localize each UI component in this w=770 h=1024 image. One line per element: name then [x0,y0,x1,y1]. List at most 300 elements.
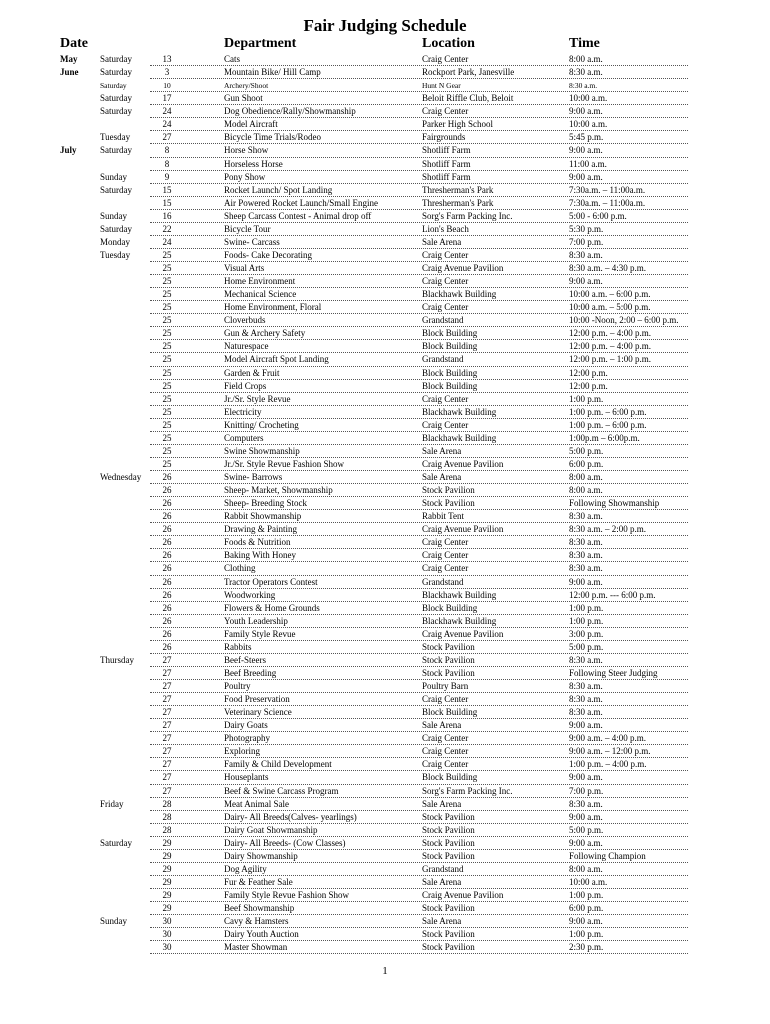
table-row [0,79,770,92]
location-cell: Shotliff Farm [422,158,471,169]
time-cell: 7:30a.m. – 11:00a.m. [569,197,646,208]
month-label: May [60,54,78,64]
day-number-cell: 25 [162,276,172,287]
location-cell: Sale Arena [422,445,462,456]
time-cell: 7:00 p.m. [569,785,604,796]
table-row [0,353,770,366]
department-cell: Dairy- All Breeds- (Cow Classes) [224,837,346,848]
location-cell: Craig Avenue Pavilion [422,524,504,535]
location-cell: Craig Center [422,733,469,744]
location-cell: Blackhawk Building [422,406,497,417]
time-cell: 8:30 a.m. – 4:30 p.m. [569,263,646,273]
location-cell: Block Building [422,602,478,613]
department-cell: Cavy & Hamsters [224,916,289,927]
location-cell: Craig Avenue Pavilion [422,890,504,900]
time-cell: 5:00 p.m. [569,641,604,652]
day-number-cell: 26 [162,511,172,522]
day-number-cell: 26 [162,524,172,535]
department-cell: Beef & Swine Carcass Program [224,785,339,796]
time-cell: 9:00 a.m. [569,576,603,587]
department-cell: Rabbit Showmanship [224,511,302,522]
location-cell: Grandstand [422,354,464,365]
location-cell: Stock Pavilion [422,903,475,914]
department-cell: Dairy Youth Auction [224,929,299,940]
time-cell: 10:00 a.m. [569,93,608,104]
table-row [0,863,770,876]
table-row [0,458,770,471]
department-cell: Dairy Goat Showmanship [224,824,318,835]
location-cell: Block Building [422,707,478,718]
table-row [0,158,770,171]
time-cell: 9:00 a.m. – 12:00 p.m. [569,746,651,757]
time-cell: 10:00 -Noon, 2:00 – 6:00 p.m. [569,315,679,326]
weekday-cell: Saturday [100,184,132,195]
location-cell: Stock Pavilion [422,929,475,940]
department-cell: Cloverbuds [224,315,266,326]
table-row [0,197,770,210]
table-row [0,314,770,327]
department-cell: Swine- Barrows [224,472,283,482]
day-number-cell: 27 [162,681,172,691]
day-number-cell: 25 [162,432,172,443]
time-cell: 6:00 p.m. [569,903,604,914]
location-cell: Craig Center [422,746,469,757]
month-label: July [60,145,77,156]
location-cell: Craig Center [422,302,469,313]
header-date: Date [60,36,88,51]
location-cell: Hunt N Gear [422,81,461,91]
table-row [0,118,770,131]
table-row [0,811,770,824]
department-cell: Archery/Shoot [224,81,269,91]
table-row [0,889,770,902]
time-cell: 12:00 p.m. [569,367,608,378]
department-cell: Beef Breeding [224,667,277,678]
location-cell: Lion's Beach [422,223,469,234]
department-cell: Swine- Carcass [224,236,280,247]
day-number-cell: 25 [162,406,172,417]
time-cell: 10:00 a.m. [569,119,608,130]
day-number-cell: 25 [162,380,172,391]
table-row [0,536,770,549]
time-cell: 12:00 p.m. [569,380,608,391]
month-label: June [60,67,79,78]
location-cell: Grandstand [422,576,464,587]
department-cell: Family Style Revue Fashion Show [224,890,350,900]
time-cell: 12:00 p.m. – 1:00 p.m. [569,354,652,365]
department-cell: Cats [224,54,241,64]
location-cell: Stock Pavilion [422,641,475,652]
location-cell: Shotliff Farm [422,171,471,182]
table-row [0,902,770,915]
table-row [0,92,770,105]
department-cell: Baking With Honey [224,550,296,561]
table-row [0,497,770,510]
table-row [0,771,770,784]
day-number-cell: 26 [162,563,172,574]
time-cell: 8:30 a.m. [569,654,603,665]
time-cell: 1:00 p.m. – 6:00 p.m. [569,406,647,417]
department-cell: Meat Animal Sale [224,798,289,809]
table-row [0,510,770,523]
table-row [0,680,770,693]
location-cell: Beloit Riffle Club, Beloit [422,93,514,104]
table-row [0,589,770,602]
weekday-cell: Saturday [100,67,132,78]
time-cell: 8:30 a.m. – 2:00 p.m. [569,524,646,535]
time-cell: 10:00 a.m. – 5:00 p.m. [569,302,651,313]
location-cell: Craig Center [422,537,469,548]
day-number-cell: 28 [162,824,172,835]
time-cell: 9:00 a.m. [569,171,603,182]
day-number-cell: 25 [162,445,172,456]
table-row [0,249,770,262]
department-cell: Family Style Revue [224,628,296,639]
day-number-cell: 24 [162,106,172,117]
time-cell: 9:00 a.m. – 4:00 p.m. [569,733,646,744]
table-row [0,615,770,628]
day-number-cell: 25 [162,458,172,469]
day-number-cell: 15 [162,184,172,195]
time-cell: 8:30 a.m. [569,249,603,260]
weekday-cell: Wednesday [100,472,142,482]
table-row [0,732,770,745]
day-number-cell: 30 [162,942,172,953]
day-number-cell: 26 [162,537,172,548]
department-cell: Food Preservation [224,694,290,705]
table-row [0,667,770,680]
time-cell: 9:00 a.m. [569,772,603,783]
table-row [0,523,770,536]
department-cell: Gun & Archery Safety [224,328,306,339]
department-cell: Jr./Sr. Style Revue [224,393,291,404]
location-cell: Stock Pavilion [422,654,475,665]
day-number-cell: 27 [162,667,172,678]
location-cell: Craig Center [422,106,469,117]
table-row [0,131,770,144]
time-cell: 8:30 a.m. [569,694,603,705]
location-cell: Sorg's Farm Packing Inc. [422,210,513,221]
location-cell: Craig Center [422,393,469,404]
department-cell: Dairy Goats [224,720,268,731]
location-cell: Thresherman's Park [422,184,494,195]
day-number-cell: 25 [162,354,172,365]
time-cell: 1:00 p.m. [569,615,604,626]
time-cell: 1:00p.m – 6:00p.m. [569,432,640,443]
department-cell: Bicycle Tour [224,223,271,234]
time-cell: 7:30a.m. – 11:00a.m. [569,184,646,195]
location-cell: Grandstand [422,315,464,326]
table-row [0,275,770,288]
day-number-cell: 26 [162,602,172,613]
location-cell: Craig Center [422,550,469,561]
department-cell: Fur & Feather Sale [224,876,293,887]
weekday-cell: Sunday [100,171,127,182]
department-cell: Model Aircraft [224,119,278,130]
department-cell: Mechanical Science [224,289,297,300]
department-cell: Swine Showmanship [224,445,300,456]
table-row [0,758,770,771]
day-number-cell: 24 [162,236,172,247]
row-divider [150,953,688,954]
time-cell: 12:00 p.m. – 4:00 p.m. [569,328,652,339]
day-number-cell: 26 [162,550,172,561]
location-cell: Craig Avenue Pavilion [422,263,504,273]
department-cell: Youth Leadership [224,615,288,626]
day-number-cell: 25 [162,302,172,313]
weekday-cell: Monday [100,236,130,247]
table-row [0,745,770,758]
location-cell: Craig Avenue Pavilion [422,628,504,639]
day-number-cell: 27 [162,654,172,665]
department-cell: Rocket Launch/ Spot Landing [224,184,333,195]
time-cell: 11:00 a.m. [569,158,607,169]
table-row [0,471,770,484]
department-cell: Visual Arts [224,263,265,273]
day-number-cell: 17 [162,93,172,104]
time-cell: 8:30 a.m. [569,550,603,561]
time-cell: 8:30 a.m. [569,67,603,78]
location-cell: Stock Pavilion [422,811,475,822]
table-row [0,628,770,641]
day-number-cell: 29 [162,863,172,874]
time-cell: Following Showmanship [569,498,660,509]
day-number-cell: 27 [162,759,172,770]
time-cell: 1:00 p.m. – 6:00 p.m. [569,419,647,430]
header-time: Time [569,36,600,51]
time-cell: 8:30 a.m. [569,511,603,522]
table-row [0,210,770,223]
location-cell: Block Building [422,328,478,339]
day-number-cell: 25 [162,341,172,352]
location-cell: Stock Pavilion [422,942,475,953]
header-department: Department [224,36,297,51]
time-cell: 3:00 p.m. [569,628,604,639]
table-row [0,850,770,863]
location-cell: Thresherman's Park [422,197,494,208]
department-cell: Jr./Sr. Style Revue Fashion Show [224,458,345,469]
day-number-cell: 29 [162,850,172,861]
time-cell: 8:30 a.m. [569,681,603,691]
table-row [0,380,770,393]
weekday-cell: Saturday [100,145,132,156]
table-row [0,706,770,719]
department-cell: Dairy Showmanship [224,850,298,861]
weekday-cell: Saturday [100,93,132,104]
time-cell: 8:00 a.m. [569,863,603,874]
department-cell: Houseplants [224,772,269,783]
weekday-cell: Saturday [100,223,132,234]
department-cell: Photography [224,733,270,744]
day-number-cell: 26 [162,485,172,496]
day-number-cell: 26 [162,641,172,652]
department-cell: Foods & Nutrition [224,537,291,548]
time-cell: 6:00 p.m. [569,458,604,469]
day-number-cell: 8 [164,145,170,156]
location-cell: Blackhawk Building [422,589,497,600]
time-cell: 9:00 a.m. [569,811,603,822]
location-cell: Block Building [422,772,478,783]
table-row [0,236,770,249]
table-row [0,641,770,654]
table-row [0,941,770,954]
location-cell: Rabbit Tent [422,511,464,522]
weekday-cell: Thursday [100,654,134,665]
department-cell: Air Powered Rocket Launch/Small Engine [224,197,378,208]
table-row [0,693,770,706]
table-row [0,484,770,497]
time-cell: 8:00 a.m. [569,472,603,482]
day-number-cell: 29 [162,890,172,900]
table-row [0,654,770,667]
day-number-cell: 25 [162,249,172,260]
location-cell: Sale Arena [422,472,462,482]
location-cell: Sale Arena [422,798,462,809]
location-cell: Sale Arena [422,236,462,247]
location-cell: Craig Center [422,276,469,287]
department-cell: Horse Show [224,145,269,156]
location-cell: Parker High School [422,119,493,130]
table-row [0,562,770,575]
location-cell: Fairgrounds [422,132,466,143]
weekday-cell: Tuesday [100,249,131,260]
day-number-cell: 26 [162,615,172,626]
day-number-cell: 9 [164,171,170,182]
location-cell: Sale Arena [422,916,462,927]
table-row [0,53,770,66]
table-row [0,549,770,562]
time-cell: 12:00 p.m. --- 6:00 p.m. [569,589,656,600]
page-number: 1 [382,965,388,977]
time-cell: 12:00 p.m. – 4:00 p.m. [569,341,652,352]
day-number-cell: 27 [162,772,172,783]
location-cell: Blackhawk Building [422,289,497,300]
day-number-cell: 29 [162,837,172,848]
day-number-cell: 15 [162,197,172,208]
location-cell: Poultry Barn [422,681,469,691]
location-cell: Sale Arena [422,876,462,887]
location-cell: Blackhawk Building [422,432,497,443]
weekday-cell: Friday [100,798,124,809]
department-cell: Bicycle Time Trials/Rodeo [224,132,322,143]
department-cell: Naturespace [224,341,269,352]
page-title: Fair Judging Schedule [303,16,467,35]
table-row [0,798,770,811]
time-cell: 8:00 a.m. [569,54,603,64]
location-cell: Craig Center [422,249,469,260]
weekday-cell: Saturday [100,54,132,64]
day-number-cell: 26 [162,498,172,509]
department-cell: Mountain Bike/ Hill Camp [224,67,321,78]
header-location: Location [422,36,475,51]
location-cell: Rockport Park, Janesville [422,67,515,78]
department-cell: Veterinary Science [224,707,292,718]
department-cell: Knitting/ Crocheting [224,419,299,430]
time-cell: Following Steer Judging [569,667,658,678]
table-row [0,262,770,275]
location-cell: Sale Arena [422,720,462,731]
department-cell: Family & Child Development [224,759,332,770]
location-cell: Block Building [422,367,478,378]
department-cell: Dog Agility [224,863,267,874]
table-row [0,327,770,340]
day-number-cell: 27 [162,707,172,718]
weekday-cell: Tuesday [100,132,131,143]
time-cell: 9:00 a.m. [569,145,603,156]
department-cell: Exploring [224,746,260,757]
table-row [0,824,770,837]
location-cell: Block Building [422,380,478,391]
department-cell: Horseless Horse [224,158,283,169]
department-cell: Model Aircraft Spot Landing [224,354,329,365]
table-row [0,66,770,79]
table-row [0,576,770,589]
table-row [0,340,770,353]
day-number-cell: 25 [162,367,172,378]
department-cell: Beef Showmanship [224,903,295,914]
location-cell: Stock Pavilion [422,850,475,861]
time-cell: 7:00 p.m. [569,236,604,247]
table-row [0,184,770,197]
table-row [0,785,770,798]
department-cell: Electricity [224,406,262,417]
location-cell: Blackhawk Building [422,615,497,626]
location-cell: Stock Pavilion [422,667,475,678]
department-cell: Dairy- All Breeds(Calves- yearlings) [224,811,357,822]
department-cell: Rabbits [224,641,252,652]
time-cell: 5:00 p.m. [569,445,604,456]
table-row [0,406,770,419]
department-cell: Master Showman [224,942,288,953]
table-row [0,367,770,380]
time-cell: 1:00 p.m. – 4:00 p.m. [569,759,647,770]
day-number-cell: 25 [162,393,172,404]
department-cell: Clothing [224,563,256,574]
location-cell: Stock Pavilion [422,498,475,509]
table-row [0,719,770,732]
department-cell: Garden & Fruit [224,367,280,378]
time-cell: 9:00 a.m. [569,106,603,117]
day-number-cell: 26 [162,472,172,482]
weekday-cell: Saturday [100,106,132,117]
department-cell: Home Environment [224,276,296,287]
table-row [0,144,770,157]
table-row [0,928,770,941]
time-cell: 8:30 a.m. [569,537,603,548]
department-cell: Sheep- Market, Showmanship [224,485,333,496]
day-number-cell: 29 [162,876,172,887]
schedule-table [0,53,770,954]
day-number-cell: 16 [162,210,172,221]
day-number-cell: 13 [162,54,172,64]
day-number-cell: 25 [162,315,172,326]
day-number-cell: 25 [162,419,172,430]
day-number-cell: 27 [162,694,172,705]
department-cell: Beef-Steers [224,654,266,665]
time-cell: 5:00 - 6:00 p.m. [569,210,627,221]
department-cell: Gun Shoot [224,93,263,104]
day-number-cell: 27 [162,720,172,731]
table-row [0,445,770,458]
table-row [0,393,770,406]
location-cell: Craig Center [422,419,469,430]
table-row [0,432,770,445]
day-number-cell: 25 [162,263,172,273]
day-number-cell: 25 [162,289,172,300]
time-cell: 8:30 a.m. [569,563,603,574]
department-cell: Dog Obedience/Rally/Showmanship [224,106,356,117]
department-cell: Pony Show [224,171,266,182]
